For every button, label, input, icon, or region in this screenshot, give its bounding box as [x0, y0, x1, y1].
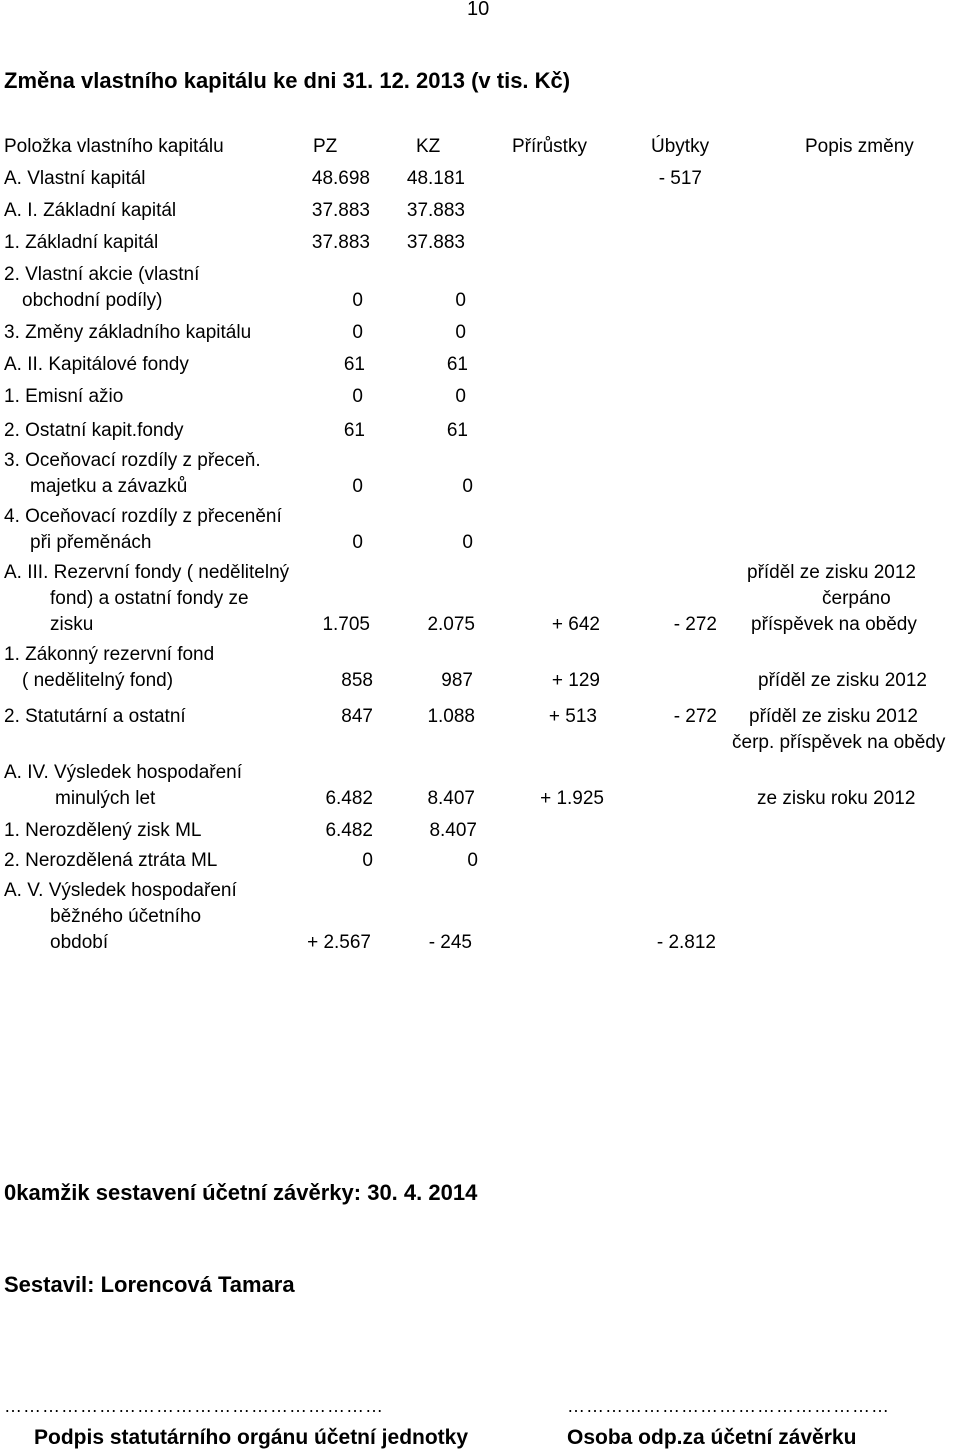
page-number: 10 [467, 0, 490, 20]
header-item: Položka vlastního kapitálu [4, 136, 224, 157]
header-decrease: Úbytky [651, 136, 710, 157]
row-increase: + 642 [551, 614, 600, 635]
row-label: 1. Základní kapitál [4, 232, 159, 253]
row-kz: 1.088 [427, 706, 475, 727]
signature-label-left: Podpis statutárního orgánu účetní jednotky [34, 1426, 469, 1449]
row-label: 2. Statutární a ostatní [4, 706, 186, 727]
header-kz: KZ [416, 136, 441, 157]
row-label-line1: 3. Oceňovací rozdíly z přeceň. [4, 450, 261, 471]
row-kz: 37.883 [406, 200, 465, 221]
row-label-line2: běžného účetního [50, 906, 202, 927]
row-kz: 987 [441, 670, 473, 691]
row-kz: 2.075 [427, 614, 475, 635]
row-decrease: - 2.812 [656, 932, 716, 953]
row-description-line3: příspěvek na obědy [751, 614, 917, 635]
header-pz: PZ [313, 136, 338, 157]
row-label-line2: minulých let [55, 788, 156, 809]
row-kz: 0 [455, 322, 466, 343]
moment-label: 0kamžik sestavení účetní závěrky: 30. 4. 2014 [4, 1180, 478, 1205]
row-label-line2: při přeměnách [30, 532, 152, 553]
row-description: ze zisku roku 2012 [757, 788, 916, 809]
header-description: Popis změny [805, 136, 914, 157]
row-kz: 61 [446, 354, 468, 375]
row-description-line1: příděl ze zisku 2012 [749, 706, 918, 727]
row-label-line1: 2. Vlastní akcie (vlastní [4, 264, 200, 285]
row-label-line3: zisku [50, 614, 94, 635]
row-label: A. I. Základní kapitál [4, 200, 177, 221]
row-pz: 6.482 [325, 820, 373, 841]
row-kz: 61 [446, 420, 468, 441]
header-increase: Přírůstky [512, 136, 587, 157]
row-description-line2: čerpáno [822, 588, 891, 609]
row-kz: 8.407 [427, 788, 475, 809]
row-increase: + 129 [551, 670, 600, 691]
row-kz: 0 [455, 386, 466, 407]
row-label: 1. Nerozdělený zisk ML [4, 820, 202, 841]
row-kz: 0 [462, 476, 473, 497]
row-kz: - 245 [428, 932, 472, 953]
row-label-line2: majetku a závazků [30, 476, 188, 497]
row-kz: 0 [455, 290, 466, 311]
row-label-line1: 1. Zákonný rezervní fond [4, 644, 215, 665]
row-label: 2. Ostatní kapit.fondy [4, 420, 184, 441]
row-pz: 0 [352, 322, 363, 343]
row-label: 3. Změny základního kapitálu [4, 322, 252, 343]
row-label-line2: fond) a ostatní fondy ze [50, 588, 249, 609]
signature-line-left: …………………………………………………… [4, 1396, 384, 1416]
signature-label-right: Osoba odp.za účetní závěrku [567, 1426, 857, 1449]
row-pz: 0 [352, 532, 363, 553]
row-increase: + 1.925 [540, 788, 604, 809]
row-label-line2: ( nedělitelný fond) [22, 670, 174, 691]
row-kz: 48.181 [406, 168, 465, 189]
row-pz: 847 [341, 706, 373, 727]
row-description: příděl ze zisku 2012 [758, 670, 927, 691]
row-label-line1: 4. Oceňovací rozdíly z přecenění [4, 506, 282, 527]
row-description-line2: čerp. příspěvek na obědy [732, 732, 946, 753]
row-decrease: - 272 [673, 614, 717, 635]
row-label-line1: A. III. Rezervní fondy ( nedělitelný [4, 562, 290, 583]
row-label: 1. Emisní ažio [4, 386, 124, 407]
row-label-line1: A. IV. Výsledek hospodaření [4, 762, 243, 783]
row-pz: 0 [352, 476, 363, 497]
row-pz: 858 [341, 670, 373, 691]
row-pz: 0 [352, 290, 363, 311]
row-pz: 48.698 [311, 168, 370, 189]
page-title: Změna vlastního kapitálu ke dni 31. 12. 2013 (v tis. Kč) [4, 68, 571, 93]
compiled-by: Sestavil: Lorencová Tamara [4, 1272, 295, 1297]
row-pz: 61 [343, 420, 365, 441]
signature-line-right: …………………………………………… [567, 1396, 890, 1416]
row-pz: 37.883 [311, 232, 370, 253]
row-pz: 1.705 [322, 614, 370, 635]
row-label-line2: obchodní podíly) [22, 290, 163, 311]
row-pz: + 2.567 [307, 932, 371, 953]
row-kz: 0 [462, 532, 473, 553]
row-label: 2. Nerozdělená ztráta ML [4, 850, 218, 871]
row-decrease: - 517 [658, 168, 702, 189]
row-label-line1: A. V. Výsledek hospodaření [4, 880, 237, 901]
row-kz: 37.883 [406, 232, 465, 253]
row-decrease: - 272 [673, 706, 717, 727]
row-kz: 8.407 [429, 820, 477, 841]
row-pz: 37.883 [311, 200, 370, 221]
row-label: A. II. Kapitálové fondy [4, 354, 189, 375]
row-pz: 0 [352, 386, 363, 407]
row-pz: 6.482 [325, 788, 373, 809]
row-increase: + 513 [548, 706, 597, 727]
row-kz: 0 [467, 850, 478, 871]
row-label-line3: období [50, 932, 109, 953]
row-pz: 61 [343, 354, 365, 375]
row-pz: 0 [362, 850, 373, 871]
row-description-line1: příděl ze zisku 2012 [747, 562, 916, 583]
row-label: A. Vlastní kapitál [4, 168, 146, 189]
